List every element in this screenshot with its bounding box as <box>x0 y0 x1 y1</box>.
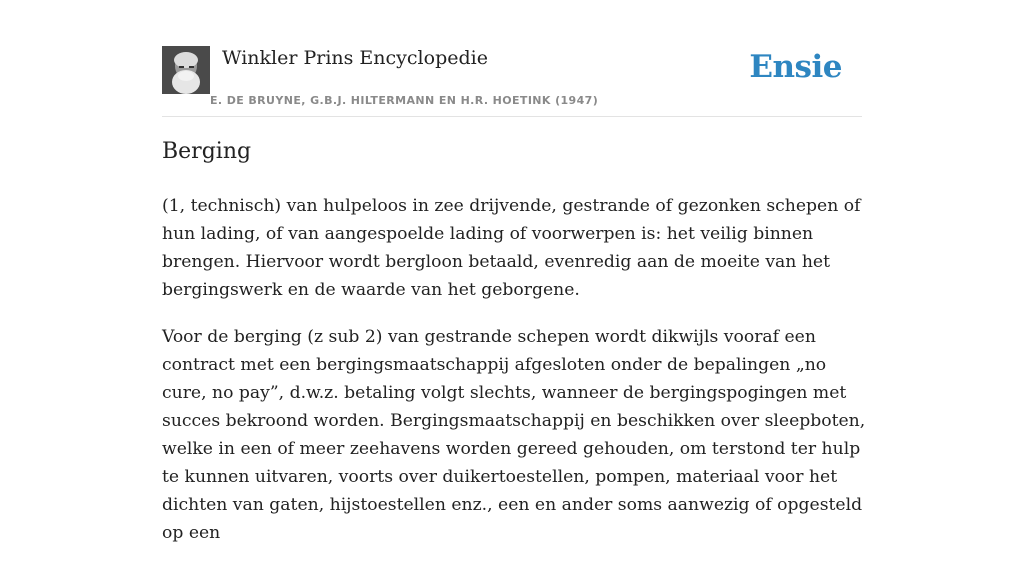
source-title[interactable]: Winkler Prins Encyclopedie <box>222 47 488 69</box>
author-portrait-icon <box>162 46 210 94</box>
entry-body <box>162 192 868 566</box>
ensie-logo[interactable]: Ensie <box>749 49 842 85</box>
entry-paragraph: Voor de berging (z sub 2) van gestrande schepen wordt dikwijls vooraf een contract met een bergingsmaatschappij afgesloten onder de bepalingen „no cure, no pay”, d.w.z. betaling volgt slechts, wanneer de bergingspogingen met succes bekroond worden. Bergingsmaatschappij en beschikken over sleepboten, welke in een of meer zeehavens worden gereed gehouden, om terstond ter hulp te kunnen uitvaren, voorts over duikertoestellen, pompen, materiaal voor het dichten van gaten, hijstoestellen enz., een en ander soms aanwezig of opgesteld op een <box>162 327 866 543</box>
source-header <box>162 46 862 117</box>
entry-paragraph: (1, technisch) van hulpeloos in zee drijvende, gestrande of gezonken schepen of hun lading, of van aangespoelde lading of voorwerpen is: het veilig binnen brengen. Hiervoor wordt bergloon betaald, evenredig aan de moeite van het bergingswerk en de waarde van het geborgene. <box>162 196 861 300</box>
source-authors: E. DE BRUYNE, G.B.J. HILTERMANN EN H.R. HOETINK (1947) <box>210 94 599 107</box>
author-avatar[interactable] <box>162 46 210 94</box>
entry-title: Berging <box>162 139 252 164</box>
